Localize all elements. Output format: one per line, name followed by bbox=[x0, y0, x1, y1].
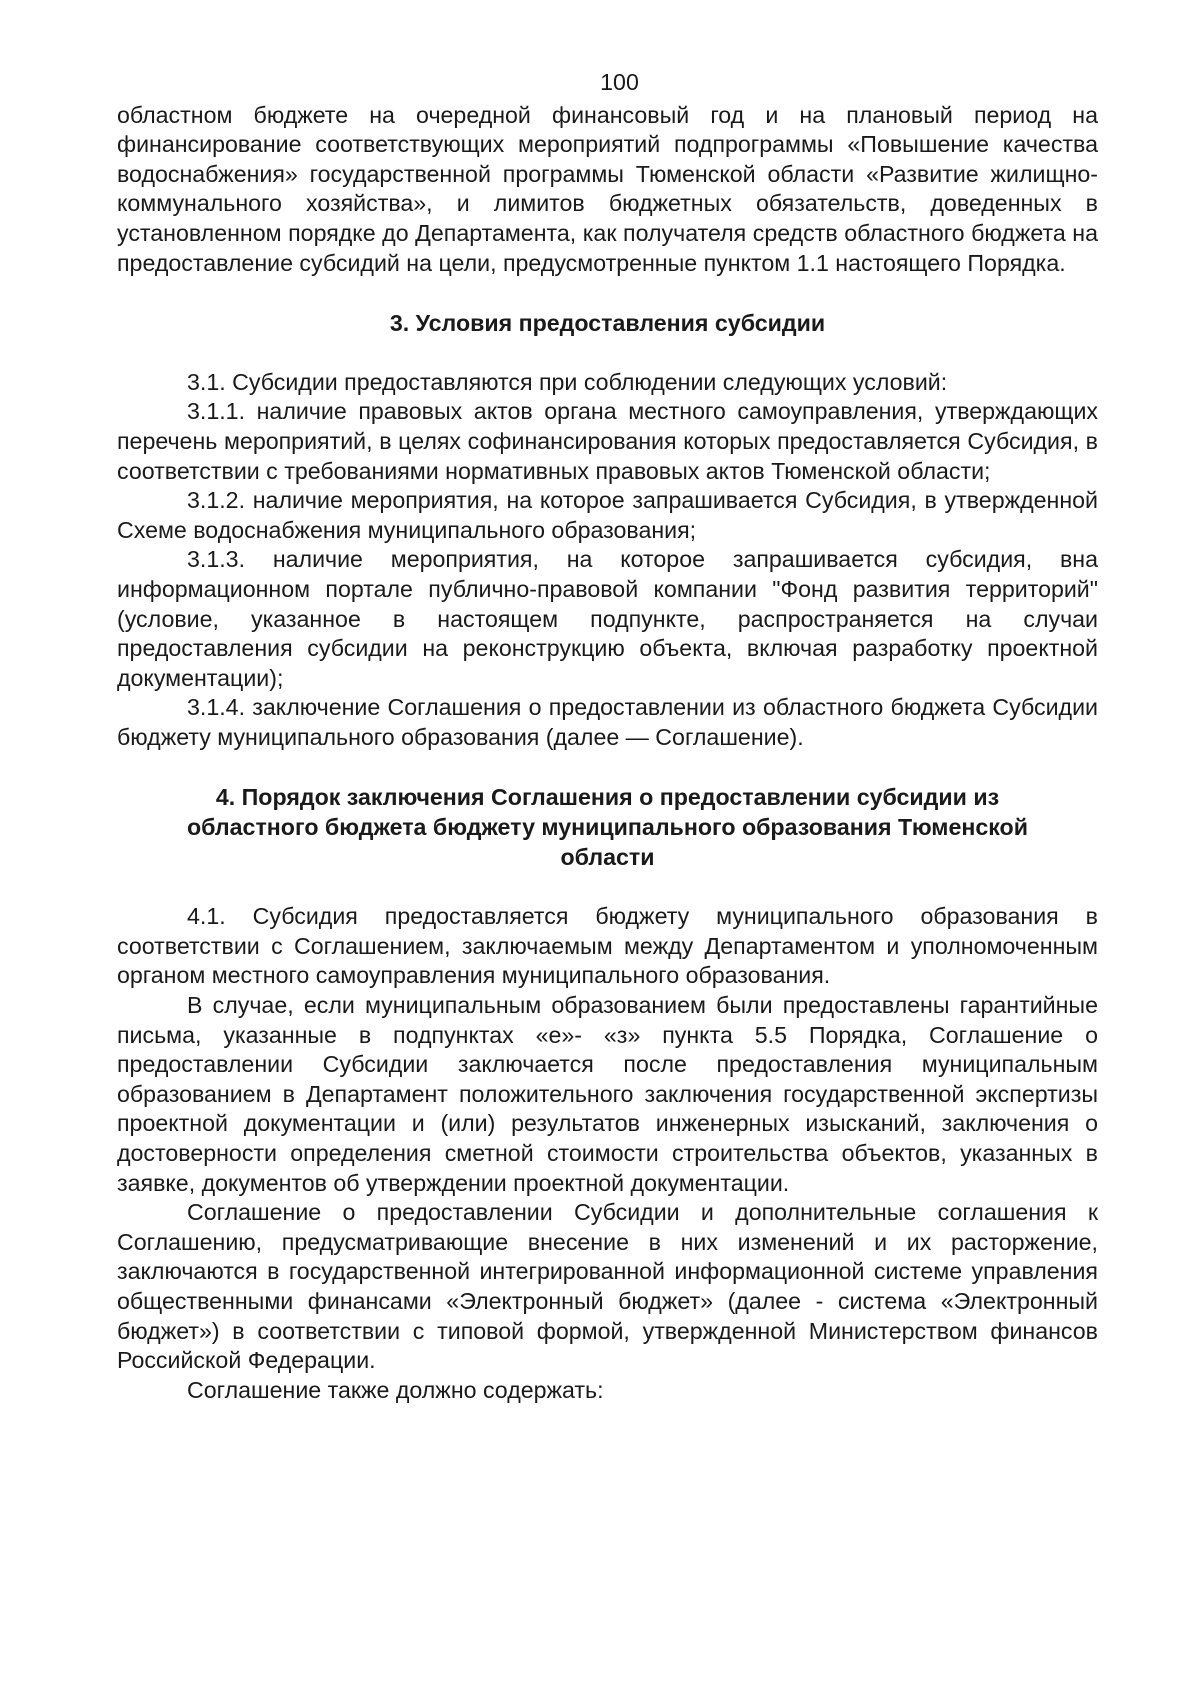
paragraph-3-1-4: 3.1.4. заключение Соглашения о предоставлении из областного бюджета Субсидии бюджету муниципального образования (далее — Соглашение). bbox=[117, 694, 1098, 750]
section-4-heading-line-1: 4. Порядок заключения Соглашения о предоставлении субсидии из bbox=[215, 784, 1000, 811]
paragraph-4-agreement-contents: Соглашение также должно содержать: bbox=[187, 1376, 604, 1403]
paragraph-3-1-1: 3.1.1. наличие правовых актов органа местного самоуправления, утверждающих перечень мероприятий, в целях софинансирования которых предоставляется Субсидия, в соответствии с требованиями нормативных правовых актов Тюменской области; bbox=[117, 398, 1098, 484]
paragraph-3-1: 3.1. Субсидии предоставляются при соблюдении следующих условий: bbox=[187, 368, 948, 395]
paragraph-4-guarantee-letters: В случае, если муниципальным образованием были предоставлены гарантийные письма, указанные в подпунктах «е»- «з» пункта 5.5 Порядка, Соглашение о предоставлении Субсидии заключается после предоставления муниципальным образованием в Департамент положительного заключения государственной экспертизы проектной документации и (или) результатов инженерных изысканий, заключения о достоверности определения сметной стоимости строительства объектов, указанных в заявке, документов об утверждении проектной документации. bbox=[117, 992, 1098, 1196]
paragraph-intro: областном бюджете на очередной финансовый год и на плановый период на финансирование соответствующих мероприятий подпрограммы «Повышение качества водоснабжения» государственной программы Тюменской области «Развитие жилищно-коммунального хозяйства», и лимитов бюджетных обязательств, доведенных в установленном порядке до Департамента, как получателя средств областного бюджета на предоставление субсидий на цели, предусмотренные пунктом 1.1 настоящего Порядка. bbox=[117, 101, 1098, 276]
section-3-heading: 3. Условия предоставления субсидии bbox=[389, 310, 826, 337]
document-page bbox=[117, 68, 1098, 1405]
paragraph-4-1: 4.1. Субсидия предоставляется бюджету муниципального образования в соответствии с Соглашением, заключаемым между Департаментом и уполномоченным органом местного самоуправления муниципального образования. bbox=[117, 903, 1098, 989]
paragraph-3-1-3: 3.1.3. наличие мероприятия, на которое запрашивается субсидия, вна информационном портале публично-правовой компании "Фонд развития территорий" (условие, указанное в настоящем подпункте, распространяется на случаи предоставления субсидии на реконструкцию объекта, включая разработку проектной документации); bbox=[117, 546, 1098, 691]
section-4-heading-line-3: области bbox=[560, 843, 655, 870]
paragraph-3-1-2: 3.1.2. наличие мероприятия, на которое запрашивается Субсидия, в утвержденной Схеме водоснабжения муниципального образования; bbox=[117, 487, 1098, 543]
section-4-heading-line-2: областного бюджета бюджету муниципального образования Тюменской bbox=[187, 814, 1028, 841]
page-number: 100 bbox=[600, 69, 639, 95]
section-4-heading bbox=[117, 783, 1098, 872]
paragraph-4-electronic-budget: Соглашение о предоставлении Субсидии и дополнительные соглашения к Соглашению, предусматривающие внесение в них изменений и их расторжение, заключаются в государственной интегрированной информационной системе управления общественными финансами «Электронный бюджет» (далее - система «Электронный бюджет») в соответствии с типовой формой, утвержденной Министерством финансов Российской Федерации. bbox=[117, 1199, 1098, 1374]
